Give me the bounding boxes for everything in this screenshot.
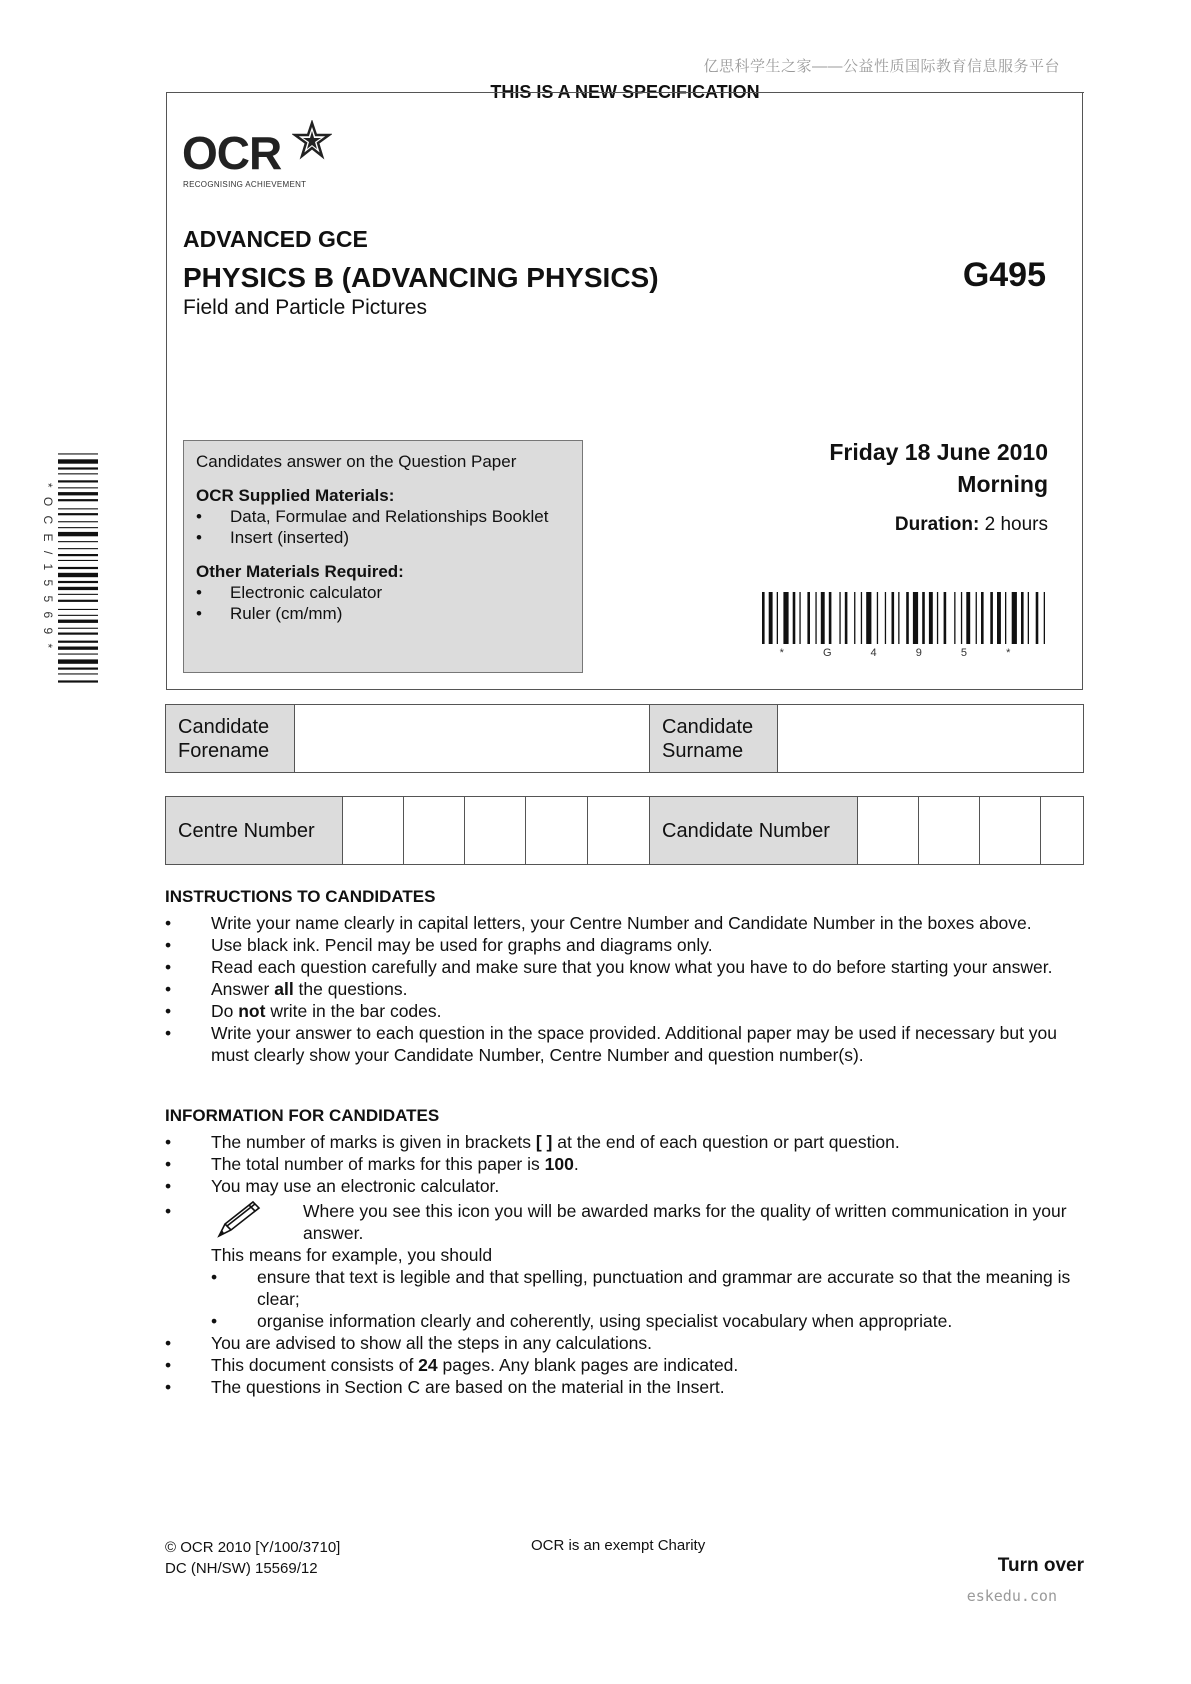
forename-label: Candidate Forename: [166, 705, 294, 772]
barcode-side-caption: * O C E / 1 5 5 6 9 *: [41, 482, 55, 652]
supplied-heading: OCR Supplied Materials:: [196, 486, 395, 505]
candidate-number-box[interactable]: [857, 797, 918, 864]
surname-field[interactable]: [777, 705, 1083, 772]
unit-title: Field and Particle Pictures: [183, 296, 427, 319]
info-item: • You are advised to show all the steps in any calculations.: [165, 1332, 1095, 1354]
info-item: • You may use an electronic calculator.: [165, 1175, 1095, 1197]
info-subitem: • organise information clearly and coherently, using specialist vocabulary when appropriate.: [165, 1310, 1095, 1332]
information-list: [165, 1131, 1095, 1398]
forename-field[interactable]: [294, 705, 649, 772]
barcode-side: [30, 451, 100, 683]
subject-title: PHYSICS B (ADVANCING PHYSICS): [183, 262, 659, 293]
info-item: • The questions in Section C are based on the material in the Insert.: [165, 1376, 1095, 1398]
instruction-item: • Write your answer to each question in the space provided. Additional paper may be used if necessary but you must clearly show your Candidate Number, Centre Number and question number(s).: [165, 1022, 1095, 1066]
footer-copyright: © OCR 2010 [Y/100/3710]: [165, 1539, 341, 1556]
qualification-level: ADVANCED GCE: [183, 226, 368, 252]
instruction-item: • Do not write in the bar codes.: [165, 1000, 1095, 1022]
info-item: • The total number of marks for this paper is 100.: [165, 1153, 1095, 1175]
centre-number-box[interactable]: [525, 797, 587, 864]
barcode-main-caption: * G 4 9 5 *: [779, 647, 1029, 657]
unit-code: G495: [962, 256, 1046, 294]
exam-date: Friday 18 June 2010: [829, 439, 1048, 465]
centre-number-box[interactable]: [342, 797, 403, 864]
centre-number-box[interactable]: [464, 797, 525, 864]
exam-details: [760, 436, 1048, 536]
materials-box: [183, 440, 583, 673]
instruction-item: • Answer all the questions.: [165, 978, 1095, 1000]
instruction-item: • Use black ink. Pencil may be used for graphs and diagrams only.: [165, 934, 1095, 956]
instructions-list: [165, 912, 1095, 1066]
ocr-logo: [180, 120, 360, 200]
info-subitem: • ensure that text is legible and that spelling, punctuation and grammar are accurate so that the meaning is clear;: [165, 1266, 1095, 1310]
candidate-name-grid: [165, 704, 1084, 773]
candidate-number-box[interactable]: [979, 797, 1040, 864]
centre-number-box[interactable]: [587, 797, 649, 864]
candidate-number-label: Candidate Number: [649, 797, 857, 864]
materials-intro: Candidates answer on the Question Paper: [196, 452, 517, 471]
info-item: • This document consists of 24 pages. Any blank pages are indicated.: [165, 1354, 1095, 1376]
instruction-item: • Read each question carefully and make sure that you know what you have to do before starting your answer.: [165, 956, 1095, 978]
exam-session: Morning: [957, 471, 1048, 497]
exam-duration: Duration: 2 hours: [894, 514, 1048, 535]
pencil-icon: [213, 1198, 265, 1240]
supplied-item: • Data, Formulae and Relationships Booklet: [196, 506, 570, 527]
watermark-bottom: eskedu.con: [966, 1587, 1057, 1605]
centre-number-label: Centre Number: [166, 797, 342, 864]
footer-dc: DC (NH/SW) 15569/12: [165, 1560, 318, 1577]
logo-tagline: RECOGNISING ACHIEVEMENT: [183, 180, 307, 189]
centre-number-box[interactable]: [403, 797, 464, 864]
info-item: • The number of marks is given in brackets [ ] at the end of each question or part question.: [165, 1131, 1095, 1153]
surname-label: Candidate Surname: [649, 705, 777, 772]
supplied-item: • Insert (inserted): [196, 527, 570, 548]
candidate-number-box[interactable]: [918, 797, 979, 864]
candidate-number-grid: [165, 796, 1084, 865]
information-heading: INFORMATION FOR CANDIDATES: [165, 1106, 440, 1125]
barcode-main: [762, 592, 1047, 657]
other-item: • Ruler (cm/mm): [196, 603, 570, 624]
star-icon: [292, 120, 332, 160]
other-item: • Electronic calculator: [196, 582, 570, 603]
candidate-number-box[interactable]: [1040, 797, 1083, 864]
info-item-qwc: • Where you see this icon you will be awarded marks for the quality of written communication in your answer.: [165, 1200, 1095, 1244]
other-heading: Other Materials Required:: [196, 562, 404, 581]
instruction-item: • Write your name clearly in capital letters, your Centre Number and Candidate Number in the boxes above.: [165, 912, 1095, 934]
instructions-heading: INSTRUCTIONS TO CANDIDATES: [165, 887, 436, 906]
footer-charity: OCR is an exempt Charity: [531, 1537, 706, 1554]
footer-left: [165, 1537, 340, 1579]
logo-text: OCR: [182, 127, 282, 179]
watermark-top: 亿思科学生之家——公益性质国际教育信息服务平台: [703, 58, 1060, 75]
spec-banner-text: THIS IS A NEW SPECIFICATION: [476, 82, 773, 102]
turn-over: Turn over: [997, 1555, 1084, 1576]
info-means: This means for example, you should: [211, 1245, 493, 1265]
